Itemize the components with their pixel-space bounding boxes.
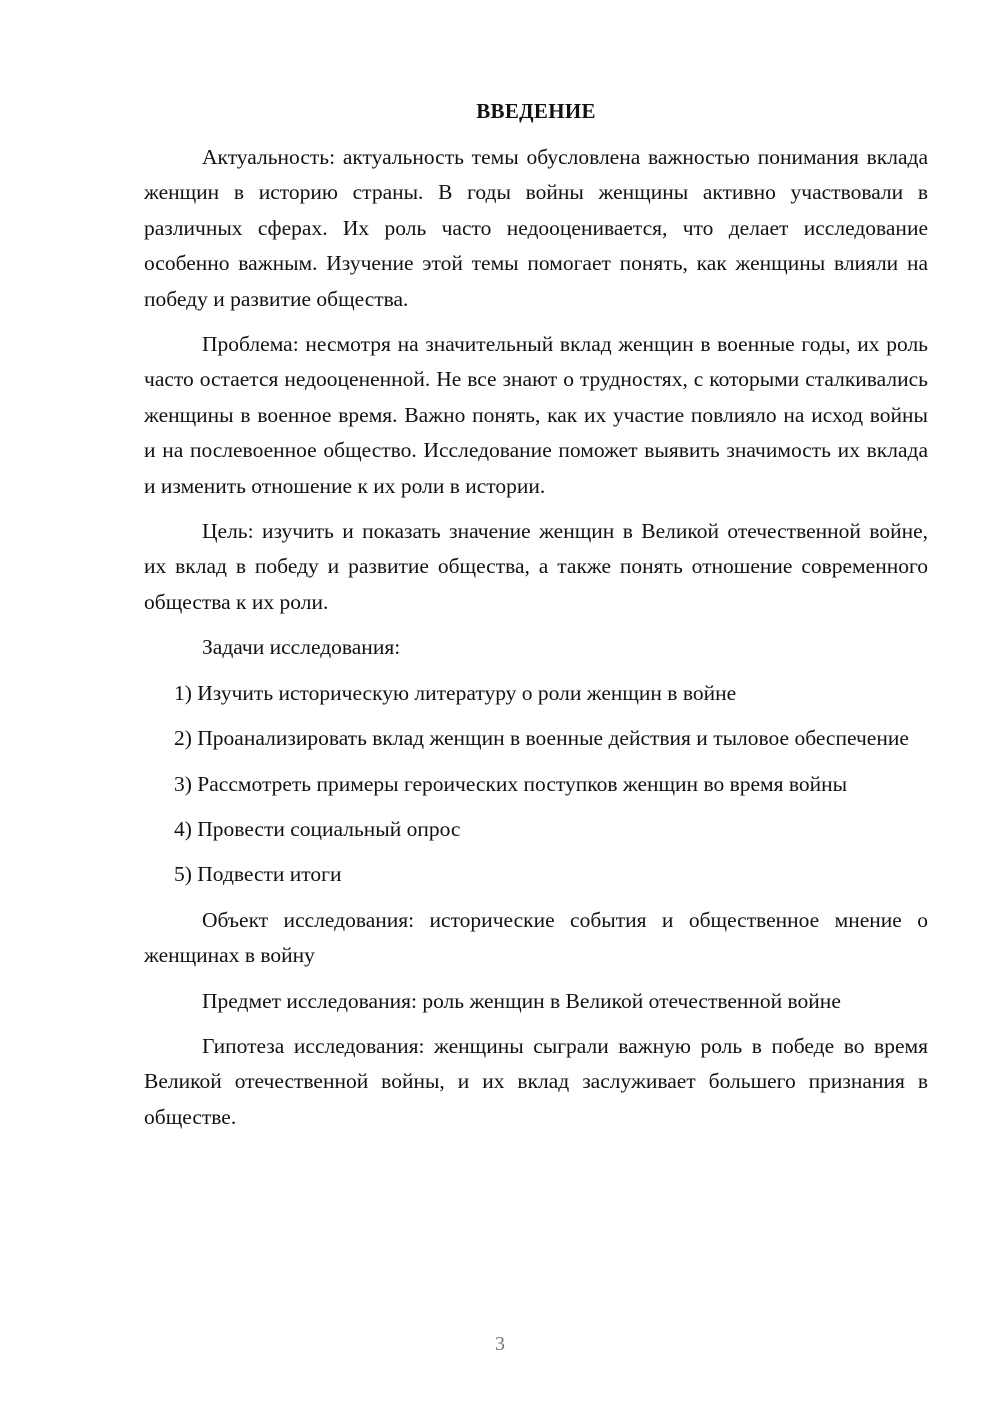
task-item: 4) Провести социальный опрос xyxy=(174,816,461,841)
task-item: 5) Подвести итоги xyxy=(174,862,342,887)
page-number: 3 xyxy=(495,1333,505,1355)
goal-paragraph: Цель: изучить и показать значение женщин в Великой отечественной войне, их вклад в победу и развитие общества, а также понять отношение современного общества к их роли. xyxy=(144,519,928,614)
section-title: ВВЕДЕНИЕ xyxy=(476,99,596,123)
relevance-paragraph: Актуальность: актуальность темы обусловлена важностью понимания вклада женщин в историю страны. В годы войны женщины активно участвовали в различных сферах. Их роль часто недооценивается, что делает исследование особенно важным. Изучение этой темы помогает понять, как женщины влияли на победу и развитие общества. xyxy=(144,145,928,311)
task-item: 1) Изучить историческую литературу о роли женщин в войне xyxy=(174,680,737,705)
problem-paragraph: Проблема: несмотря на значительный вклад женщин в военные годы, их роль часто остается недооцененной. Не все знают о трудностях, с которыми сталкивались женщины в военное время. Важно понять, как их участие повлияло на исход войны и на послевоенное общество. Исследование поможет выявить значимость их вклада и изменить отношение к их роли в истории. xyxy=(144,332,928,498)
hypothesis-paragraph: Гипотеза исследования: женщины сыграли важную роль в победе во время Великой отечественной войны, и их вклад заслуживает большего признания в обществе. xyxy=(144,1033,928,1129)
object-paragraph: Объект исследования: исторические события и общественное мнение о женщинах в войну xyxy=(144,907,928,968)
page-content xyxy=(144,96,928,1145)
tasks-heading: Задачи исследования: xyxy=(202,635,401,660)
task-item: 3) Рассмотреть примеры героических поступков женщин во время войны xyxy=(174,771,848,796)
subject-paragraph: Предмет исследования: роль женщин в Великой отечественной войне xyxy=(202,988,841,1013)
task-item: 2) Проанализировать вклад женщин в военные действия и тыловое обеспечение xyxy=(174,726,909,751)
